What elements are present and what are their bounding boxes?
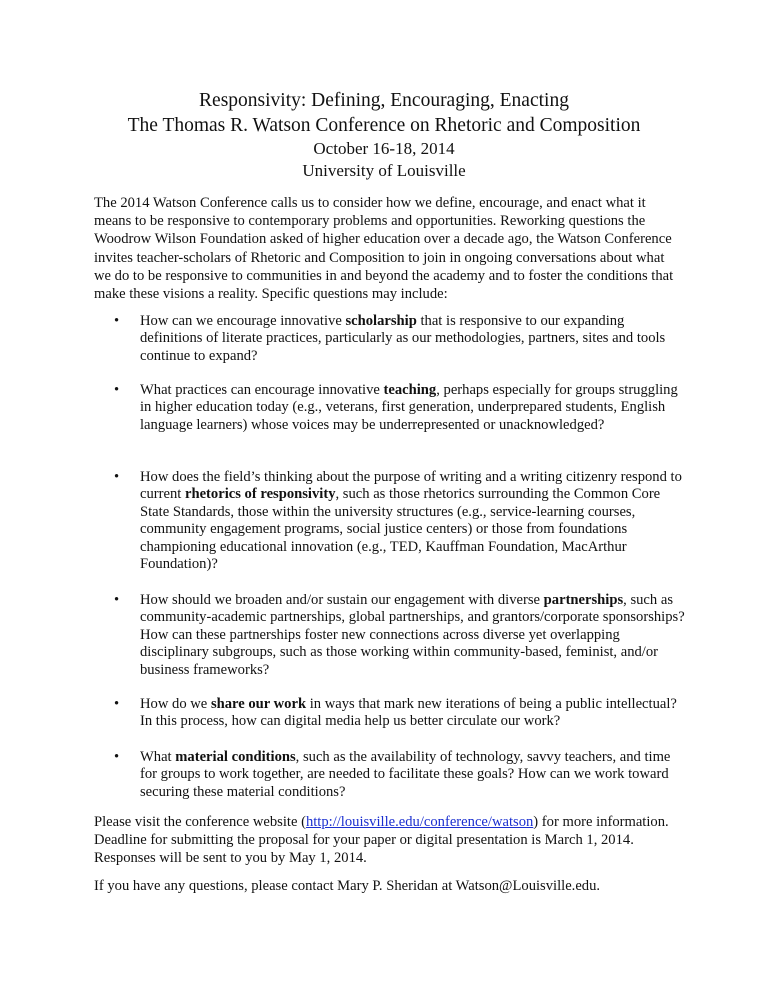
question-keyword: scholarship [345,313,417,329]
closing-paragraph: Please visit the conference website (http://louisville.edu/conference/watson) for more information. Deadline for submitting the proposal for your paper or digital presentation is March 1, 2014. Responses will be sent to you by May 1, 2014. [94,814,669,866]
bullet-icon: • [114,313,120,329]
bullet-icon: • [114,696,120,712]
conference-venue: University of Louisville [302,161,466,180]
question-keyword: material conditions [175,749,296,765]
intro-paragraph: The 2014 Watson Conference calls us to consider how we define, encourage, and enact what it means to be responsive to contemporary problems and opportunities. Reworking questions the Woodrow Wilson Foundation asked of higher education over a decade ago, the Watson Conference invites teacher-scholars of Rhetoric and Composition to join in ongoing conversations about what we do to be responsive to communities in and beyond the academy and to foster the conditions that make these visions a reality. Specific questions may include: [94,195,674,303]
question-keyword: share our work [210,696,307,712]
question-text: What practices can encourage innovative teaching, perhaps especially for groups struggling in higher education today (e.g., veterans, first generation, underprepared students, English language learners) whose voices may be underrepresented or unacknowledged? [140,382,678,433]
question-text: What material conditions, such as the availability of technology, savvy teachers, and time for groups to work together, are needed to facilitate these goals? How can we work toward securing these material conditions? [140,749,671,800]
question-keyword: rhetorics of responsivity [184,486,336,503]
conference-website-link[interactable]: http://louisville.edu/conference/watson [305,814,534,830]
page-title: Responsivity: Defining, Encouraging, Enacting [199,90,569,111]
title-block [0,88,768,182]
question-text: How can we encourage innovative scholarship that is responsive to our expanding definitions of literate practices, particularly as our methodologies, partners, sites and tools continue to expand? [140,313,666,364]
question-text: How do we share our work in ways that mark new iterations of being a public intellectual? In this process, how can digital media help us better circulate our work? [140,696,677,730]
question-keyword: teaching [383,382,437,398]
bullet-icon: • [114,592,120,608]
bullet-icon: • [114,382,120,398]
conference-dates: October 16-18, 2014 [313,139,455,158]
bullet-icon: • [114,469,120,485]
contact-paragraph: If you have any questions, please contact Mary P. Sheridan at Watson@Louisville.edu. [94,878,601,894]
question-text: How should we broaden and/or sustain our engagement with diverse partnerships, such as community-academic partnerships, global partnerships, and grantors/corporate sponsorships? How can these partnerships foster new connections across diverse yet overlapping disciplinary subgroups, such as those working within community-based, feminist, and/or business frameworks? [140,592,685,678]
conference-name: The Thomas R. Watson Conference on Rhetoric and Composition [127,115,641,136]
question-text: How does the field’s thinking about the purpose of writing and a writing citizenry respond to current rhetorics of responsivity, such as those rhetorics surrounding the Common Core State Standards, those within the university structures (e.g., service-learning courses, community engagement programs, social justice centers) or those from foundations championing educational innovation (e.g., TED, Kauffman Foundation, MacArthur Foundation)? [140,469,682,573]
bullet-icon: • [114,749,120,765]
question-keyword: partnerships [543,592,624,608]
